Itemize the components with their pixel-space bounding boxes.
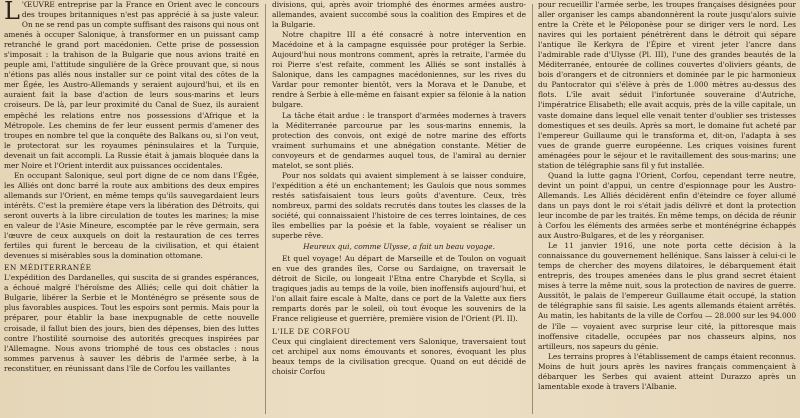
paragraph: La tâche était ardue : le transport d'armées modernes à travers la Méditerranée parcourue par les sous-marins ennemis, la protection des convois, ont exigé de notre marine des efforts vraiment surhumains et une abnégation constante. Métier de convoyeurs et de gendarmes auquel tous, de l'amiral au dernier matelot, se sont pliés. (272, 110, 526, 170)
paragraph: Et quel voyage! Au départ de Marseille et de Toulon on voguait en vue des grandes îles, Corse ou Sardaigne, on traversait le détroit de Sicile, ou longeait l'Etna entre Charybde et Scylla, si tragiques jadis au temps de la voile, bien inoffensifs aujourd'hui, et l'on allait faire escale à Malte, dans ce port de la Valette aux fiers remparts dorés par le soleil, où tout évoque les souvenirs de la France religieuse et guerrière, première vision de l'Orient (Pl. II). (272, 254, 526, 324)
paragraph: pour recueillir l'armée serbe, les troupes françaises désignées pour aller organiser les camps abandonnèrent la route jusqu'alors suivie entre la Crète et le Péloponèse pour se diriger vers le nord. Les navires qui les portaient pénétrèrent dans le détroit qui sépare l'antique île Kerkyra de l'Épire et virent jeter l'ancre dans l'admirable rade d'Ulysse (Pl. III), l'une des grandes beautés de la Méditerranée, entourée de collines couvertes d'oliviers géants, de bois d'orangers et de citronniers et dominée par le pic harmonieux du Pantocrator qui s'élève à près de 1.000 mètres au-dessus des flots. L'île avait séduit l'infortunée souveraine d'Autriche, l'impératrice Elisabeth; elle avait acquis, près de la ville capitale, un vaste domaine dans lequel elle venait tenter d'oublier ses tristesses domestiques et ses deuils. Après sa mort, le domaine fut acheté par l'empereur Guillaume qui le transforma et, dit-on, l'adapta à ses vues de grande guerre européenne. Les criques voisines furent aménagées pour le séjour et le ravitaillement des sous-marins; une station de télégraphie sans fil y fut installée. (538, 0, 796, 170)
text-column-1 (4, 0, 259, 418)
paragraph: L 'ŒUVRE entreprise par la France en Orient avec le concours des troupes britanniques n'est pas apprécié à sa juste valeur. On ne se rend pas un compte suffisant des raisons qui nous ont amenés à occuper Salonique, à transformer en un puissant camp retranché le grand port macédonien. Cette prise de possession s'imposait : la trahison de la Bulgarie que nous avions traité en peuple ami, l'attitude singulière de la Grèce prouvant que, si nous n'étions pas allés nous installer sur ce point vital des côtes de la mer Égée, les Austro-Allemands y seraient aujourd'hui, et ils en auraient fait la base d'action de leurs sous-marins et leurs croiseurs. De là, par leur proximité du Canal de Suez, ils auraient empêché les relations entre nos possessions d'Afrique et la Métropole. Les chemins de fer leur eussent permis d'amener des troupes en nombre tel que la conquête des Balkans ou, si l'on veut, le protectorat sur les royaumes péninsulaires et la Turquie, devenait un fait accompli. La Russie était à jamais bloquée dans la mer Noire et l'Orient interdit aux puissances occidentales. (4, 0, 259, 170)
paragraph: Pour nos soldats qui avaient simplement à se laisser conduire, l'expédition a été un enchantement; les Gaulois que nous sommes restés satisfaisaient tous leurs goûts d'aventure. Ceux, très nombreux, parmi des soldats recrutés dans toutes les classes de la société, qui connaissaient l'histoire de ces terres lointaines, de ces îles embellies par la poésie et la fable, voyaient se réaliser un superbe rêve. (272, 170, 526, 241)
column-rule (532, 4, 533, 414)
section-ile-de-corfou (272, 327, 526, 337)
column-rule (265, 4, 266, 414)
paragraph: Quand la lutte gagna l'Orient, Corfou, cependant terre neutre, devint un point d'appui, un centre d'espionnage pour les Austro-Allemands. Les Alliés décidèrent enfin d'éteindre ce foyer allumé dans un pays dont le roi s'était jadis délivré et dont la protection leur incombe de par les traités. En même temps, on décida de réunir à Corfou les éléments des armées serbe et monténégrine échappés aux Austro-Bulgares, et de les y réorganiser. (538, 170, 796, 241)
section-heading: EN MÉDITERRANÉE (4, 263, 92, 273)
paragraph: En occupant Salonique, seul port digne de ce nom dans l'Égée, les Alliés ont donc barré la route aux ambitions des deux empires allemands sur l'Orient, en même temps qu'ils sauvegardaient leurs intérêts. C'est la première étape vers la libération des Détroits, qui seront ouverts à la libre circulation de toutes les marines; la mise en valeur de l'Asie Mineure, escomptée par le rêve germain, sera l'œuvre de ceux auxquels on doit la restauration de ces terres fertiles qui furent le berceau de la civilisation, et qui étaient devenues si misérables sous la domination ottomane. (4, 170, 259, 261)
paragraph: Le 11 janvier 1916, une note porta cette décision à la connaissance du gouvernement hellénique. Sans laisser à celui-ci le temps de chercher des moyens dilatoires, le débarquement était entrepris, des troupes amenées dans le plus grand secret étaient mises à terre la même nuit, sous la protection de navires de guerre. Aussitôt, le palais de l'empereur Guillaume était occupé, la station de télégraphie sans fil saisie. Les agents allemands étaient arrêtés. Au matin, les habitants de la ville de Corfou — 28.000 sur les 94.000 de l'île — voyaient avec surprise leur cité, la pittoresque mais inoffensive citadelle, occupées par nos chasseurs alpins, nos artilleurs, nos sapeurs du génie. (538, 241, 796, 351)
paragraph: Ceux qui cinglaient directement vers Salonique, traversaient tout cet archipel aux noms émouvants et sonores, évoquant les plus beaux temps de la civilisation grecque. Quand on eut décidé de choisir Corfou (272, 336, 526, 376)
text-column-3 (538, 0, 796, 418)
text-column-2 (272, 0, 526, 418)
paragraph: Notre chapitre III a été consacré à notre intervention en Macédoine et à la campagne esquissée pour protéger la Serbie. Aujourd'hui nous montrons comment, après la retraite, l'armée du roi Pierre s'est refaite, comment les Alliés se sont installés à Salonique, dans les campagnes macédoniennes, sur les rives du Vardar pour remonter bientôt, vers la Morava et le Danube, et rendre à Serbie à elle-même en faisant expier sa félonie à la nation bulgare. (272, 30, 526, 110)
drop-cap: L (4, 0, 20, 25)
paragraph: divisions, qui, après avoir triomphé des énormes armées austro-allemandes, avaient succombé sous la coalition des Empires et de la Bulgarie. (272, 0, 526, 30)
paragraph: Les terrains propres à l'établissement de camps étaient reconnus. Moins de huit jours après les navires français commençaient à débarquer les Serbes qui avaient atteint Durazzo après un lamentable exode à travers l'Albanie. (538, 351, 796, 391)
section-en-mediterranee (4, 263, 259, 273)
section-heading: L'ILE DE CORFOU (272, 326, 351, 336)
verse-quote: Heureux qui, comme Ulysse, a fait un beau voyage. (303, 242, 495, 252)
paragraph: L'expédition des Dardanelles, qui suscita de si grandes espérances, a échoué malgré l'héroïsme des Alliés; celle qui doit châtier la Bulgarie, libérer la Serbie et le Monténégro se présente sous de plus favorables auspices. Tout les espoirs sont permis. Mais pour la préparer, pour établir la base inexpugnable de cette nouvelle croisade, il fallut bien des jours, bien des dépenses, bien des luttes contre l'hostilité sournoise des autorités grecques inspirées par l'Allemagne. Nous avons triomphé de tous ces obstacles : nous sommes parvenus à sauver les débris de l'armée serbe, à la reconstituer, en réunissant dans l'île de Corfou les vaillantes (4, 273, 259, 373)
